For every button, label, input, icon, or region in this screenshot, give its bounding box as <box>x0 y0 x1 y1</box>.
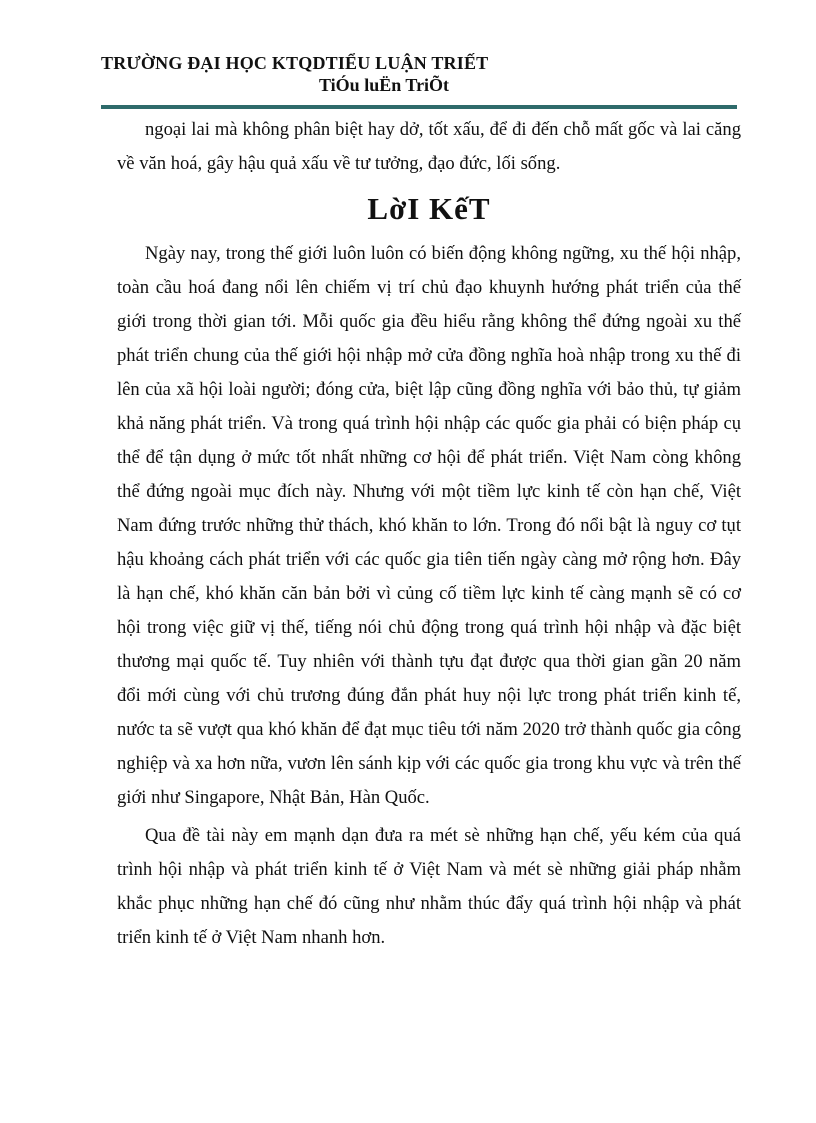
continuation-paragraph: ngoại lai mà không phân biệt hay dở, tốt xấu, để đi đến chỗ mất gốc và lai căng về văn hoá, gây hậu quả xấu về tư tưởng, đạo đức, lối sống. <box>117 119 741 174</box>
section-title: LờI KếT <box>367 191 491 226</box>
page-header <box>101 52 741 96</box>
header-subtitle: TiÓu luËn TriÕt <box>319 75 450 95</box>
body-paragraph-1: Ngày nay, trong thế giới luôn luôn có biến động không ngững, xu thế hội nhập, toàn cầu hoá đang nổi lên chiếm vị trí chủ đạo khuynh hướng phát triển của thế giới trong thời gian tới. Mỗi quốc gia đều hiểu rằng không thể đứng ngoài xu thế phát triển chung của thế giới hội nhập mở cửa đồng nghĩa hoà nhập trong xu thế đi lên của xã hội loài người; đóng cửa, biệt lập cũng đồng nghĩa với bảo thủ, tự giảm khả năng phát triển. Và trong quá trình hội nhập các quốc gia phải có biện pháp cụ thể để tận dụng ở mức tốt nhất những cơ hội để phát triển. Việt Nam còng không thể đứng ngoài mục đích này. Nhưng với một tiềm lực kinh tế còn hạn chế, Việt Nam đứng trước những thử thách, khó khăn to lớn. Trong đó nổi bật là nguy cơ tụt hậu khoảng cách phát triển với các quốc gia tiên tiến ngày càng mở rộng hơn. Đây là hạn chế, khó khăn căn bản bởi vì củng cố tiềm lực kinh tế càng mạnh sẽ có cơ hội trong việc giữ vị thế, tiếng nói chủ động trong quá trình hội nhập và đặc biệt thương mại quốc tế. Tuy nhiên với thành tựu đạt được qua thời gian gần 20 năm đổi mới cùng với chủ trương đúng đắn phát huy nội lực trong phát triển kinh tế, nước ta sẽ vượt qua khó khăn để đạt mục tiêu tới năm 2020 trở thành quốc gia công nghiệp và xa hơn nữa, vươn lên sánh kịp với các quốc gia trong khu vực và trên thế giới như Singapore, Nhật Bản, Hàn Quốc. <box>117 243 741 808</box>
header-title: TRƯỜNG ĐẠI HỌC KTQDTIỂU LUẬN TRIẾT <box>101 53 489 73</box>
body-paragraph-2: Qua đề tài này em mạnh dạn đưa ra mét sè những hạn chế, yếu kém của quá trình hội nhập và phát triển kinh tế ở Việt Nam và mét sè những giải pháp nhằm khắc phục những hạn chế đó cũng như nhằm thúc đẩy quá trình hội nhập và phát triển kinh tế ở Việt Nam nhanh hơn. <box>117 825 741 948</box>
document-body <box>117 113 741 955</box>
header-divider <box>101 105 737 109</box>
